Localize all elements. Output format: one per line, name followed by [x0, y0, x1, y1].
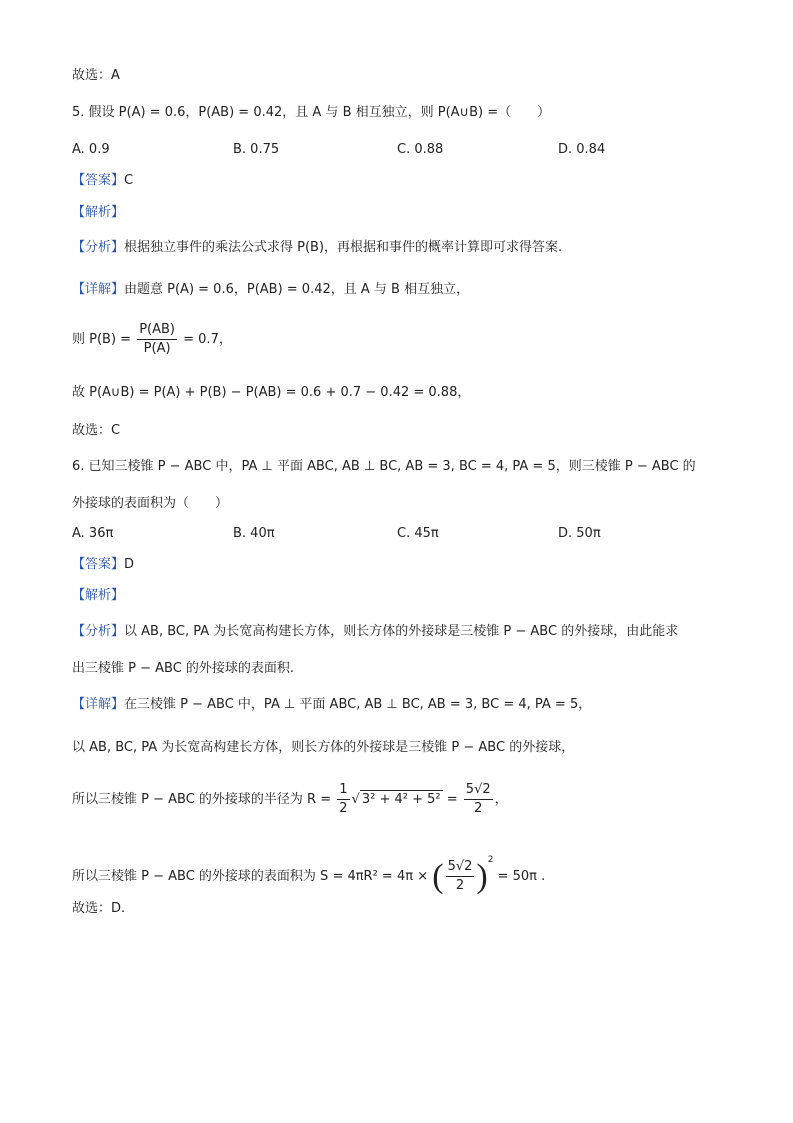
- answer-tag: 【答案】: [72, 557, 125, 572]
- q6-option-b: B. 40π: [233, 526, 275, 541]
- question-6-stem-line1: 6. 已知三棱锥 P − ABC 中，PA ⊥ 平面 ABC, AB ⊥ BC, AB = 3, BC = 4, PA = 5，则三棱锥 P − ABC 的: [72, 459, 696, 474]
- q5-xiangjie-line: [72, 280, 469, 300]
- q5-analysis-tag: 【解析】: [72, 205, 125, 220]
- q5-step1: [72, 318, 232, 362]
- fraction-numerator: P(AB): [137, 321, 177, 340]
- q6-option-c: C. 45π: [397, 526, 439, 541]
- q6-conclusion: 故选：D.: [72, 901, 126, 916]
- q5-step2: 故 P(A∪B) = P(A) + P(B) − P(AB) = 0.6 + 0.7 − 0.42 = 0.88，: [72, 385, 471, 400]
- fraction-denominator: 2: [474, 801, 483, 816]
- fraction-one-half: [337, 781, 349, 818]
- q6-option-d: D. 50π: [558, 526, 601, 541]
- fraction-radius: [464, 781, 493, 818]
- fraction-radius: [446, 858, 475, 895]
- question-6-stem-line2: 外接球的表面积为（ ）: [72, 496, 229, 511]
- step3-suffix: = 50π .: [497, 869, 546, 884]
- step2-prefix: 所以三棱锥 P − ABC 的外接球的半径为 R =: [72, 792, 332, 807]
- q6-option-a: A. 36π: [72, 526, 114, 541]
- q5-option-c: C. 0.88: [397, 142, 444, 157]
- exponent: 2: [487, 855, 494, 865]
- q6-answer-line: [72, 555, 134, 575]
- step1-prefix: 则 P(B) =: [72, 332, 132, 347]
- fraction-numerator: 1: [337, 781, 349, 800]
- fenxi-text: 以 AB, BC, PA 为长宽高构建长方体，则长方体的外接球是三棱锥 P − ABC 的外接球，由此能求: [124, 624, 679, 639]
- answer-value: C: [124, 173, 134, 188]
- right-paren: ): [476, 857, 488, 895]
- sqrt-sign: √: [351, 792, 360, 807]
- fenxi-tag: 【分析】: [72, 240, 125, 255]
- fenxi-tag: 【分析】: [72, 624, 125, 639]
- q6-step2: [72, 778, 508, 822]
- q5-fenxi-line: [72, 238, 562, 258]
- equals-sign: =: [446, 792, 458, 807]
- xiangjie-tag: 【详解】: [72, 697, 125, 712]
- sqrt-radicand: 3² + 4² + 5²: [361, 792, 441, 807]
- step2-suffix: ，: [494, 792, 508, 807]
- prev-answer-line: 故选：A: [72, 68, 120, 83]
- fraction-pab-over-pa: [137, 321, 177, 358]
- fraction-denominator: P(A): [143, 341, 171, 356]
- q6-step3: [72, 838, 545, 899]
- fraction-numerator: 5√2: [446, 858, 475, 877]
- q5-option-d: D. 0.84: [558, 142, 606, 157]
- answer-value: D: [124, 557, 135, 572]
- q5-option-a: A. 0.9: [72, 142, 110, 157]
- xiangjie-text: 在三棱锥 P − ABC 中，PA ⊥ 平面 ABC, AB ⊥ BC, AB = 3, BC = 4, PA = 5，: [124, 697, 592, 712]
- q5-conclusion: 故选：C: [72, 423, 121, 438]
- answer-tag: 【答案】: [72, 173, 125, 188]
- fraction-numerator: 5√2: [464, 781, 493, 800]
- xiangjie-text: 由题意 P(A) = 0.6，P(AB) = 0.42，且 A 与 B 相互独立，: [124, 282, 470, 297]
- q6-xiangjie-line: [72, 695, 591, 715]
- left-paren: (: [432, 857, 444, 895]
- fraction-denominator: 2: [455, 878, 465, 893]
- step1-suffix: = 0.7，: [183, 332, 232, 347]
- question-5-stem: 5. 假设 P(A) = 0.6，P(AB) = 0.42，且 A 与 B 相互独立，则 P(A∪B) =（ ）: [72, 105, 551, 120]
- step3-prefix: 所以三棱锥 P − ABC 的外接球的表面积为 S = 4πR² = 4π ×: [72, 869, 429, 884]
- fraction-denominator: 2: [339, 801, 348, 816]
- q6-fenxi-line2: 出三棱锥 P − ABC 的外接球的表面积.: [72, 661, 295, 676]
- q6-fenxi-line1: [72, 622, 678, 642]
- q5-option-b: B. 0.75: [233, 142, 280, 157]
- fenxi-text: 根据独立事件的乘法公式求得 P(B)，再根据和事件的概率计算即可求得答案.: [124, 240, 563, 255]
- q5-answer-line: [72, 171, 133, 191]
- q6-step1: 以 AB, BC, PA 为长宽高构建长方体，则长方体的外接球是三棱锥 P − ABC 的外接球，: [72, 740, 575, 755]
- q6-analysis-tag: 【解析】: [72, 588, 125, 603]
- xiangjie-tag: 【详解】: [72, 282, 125, 297]
